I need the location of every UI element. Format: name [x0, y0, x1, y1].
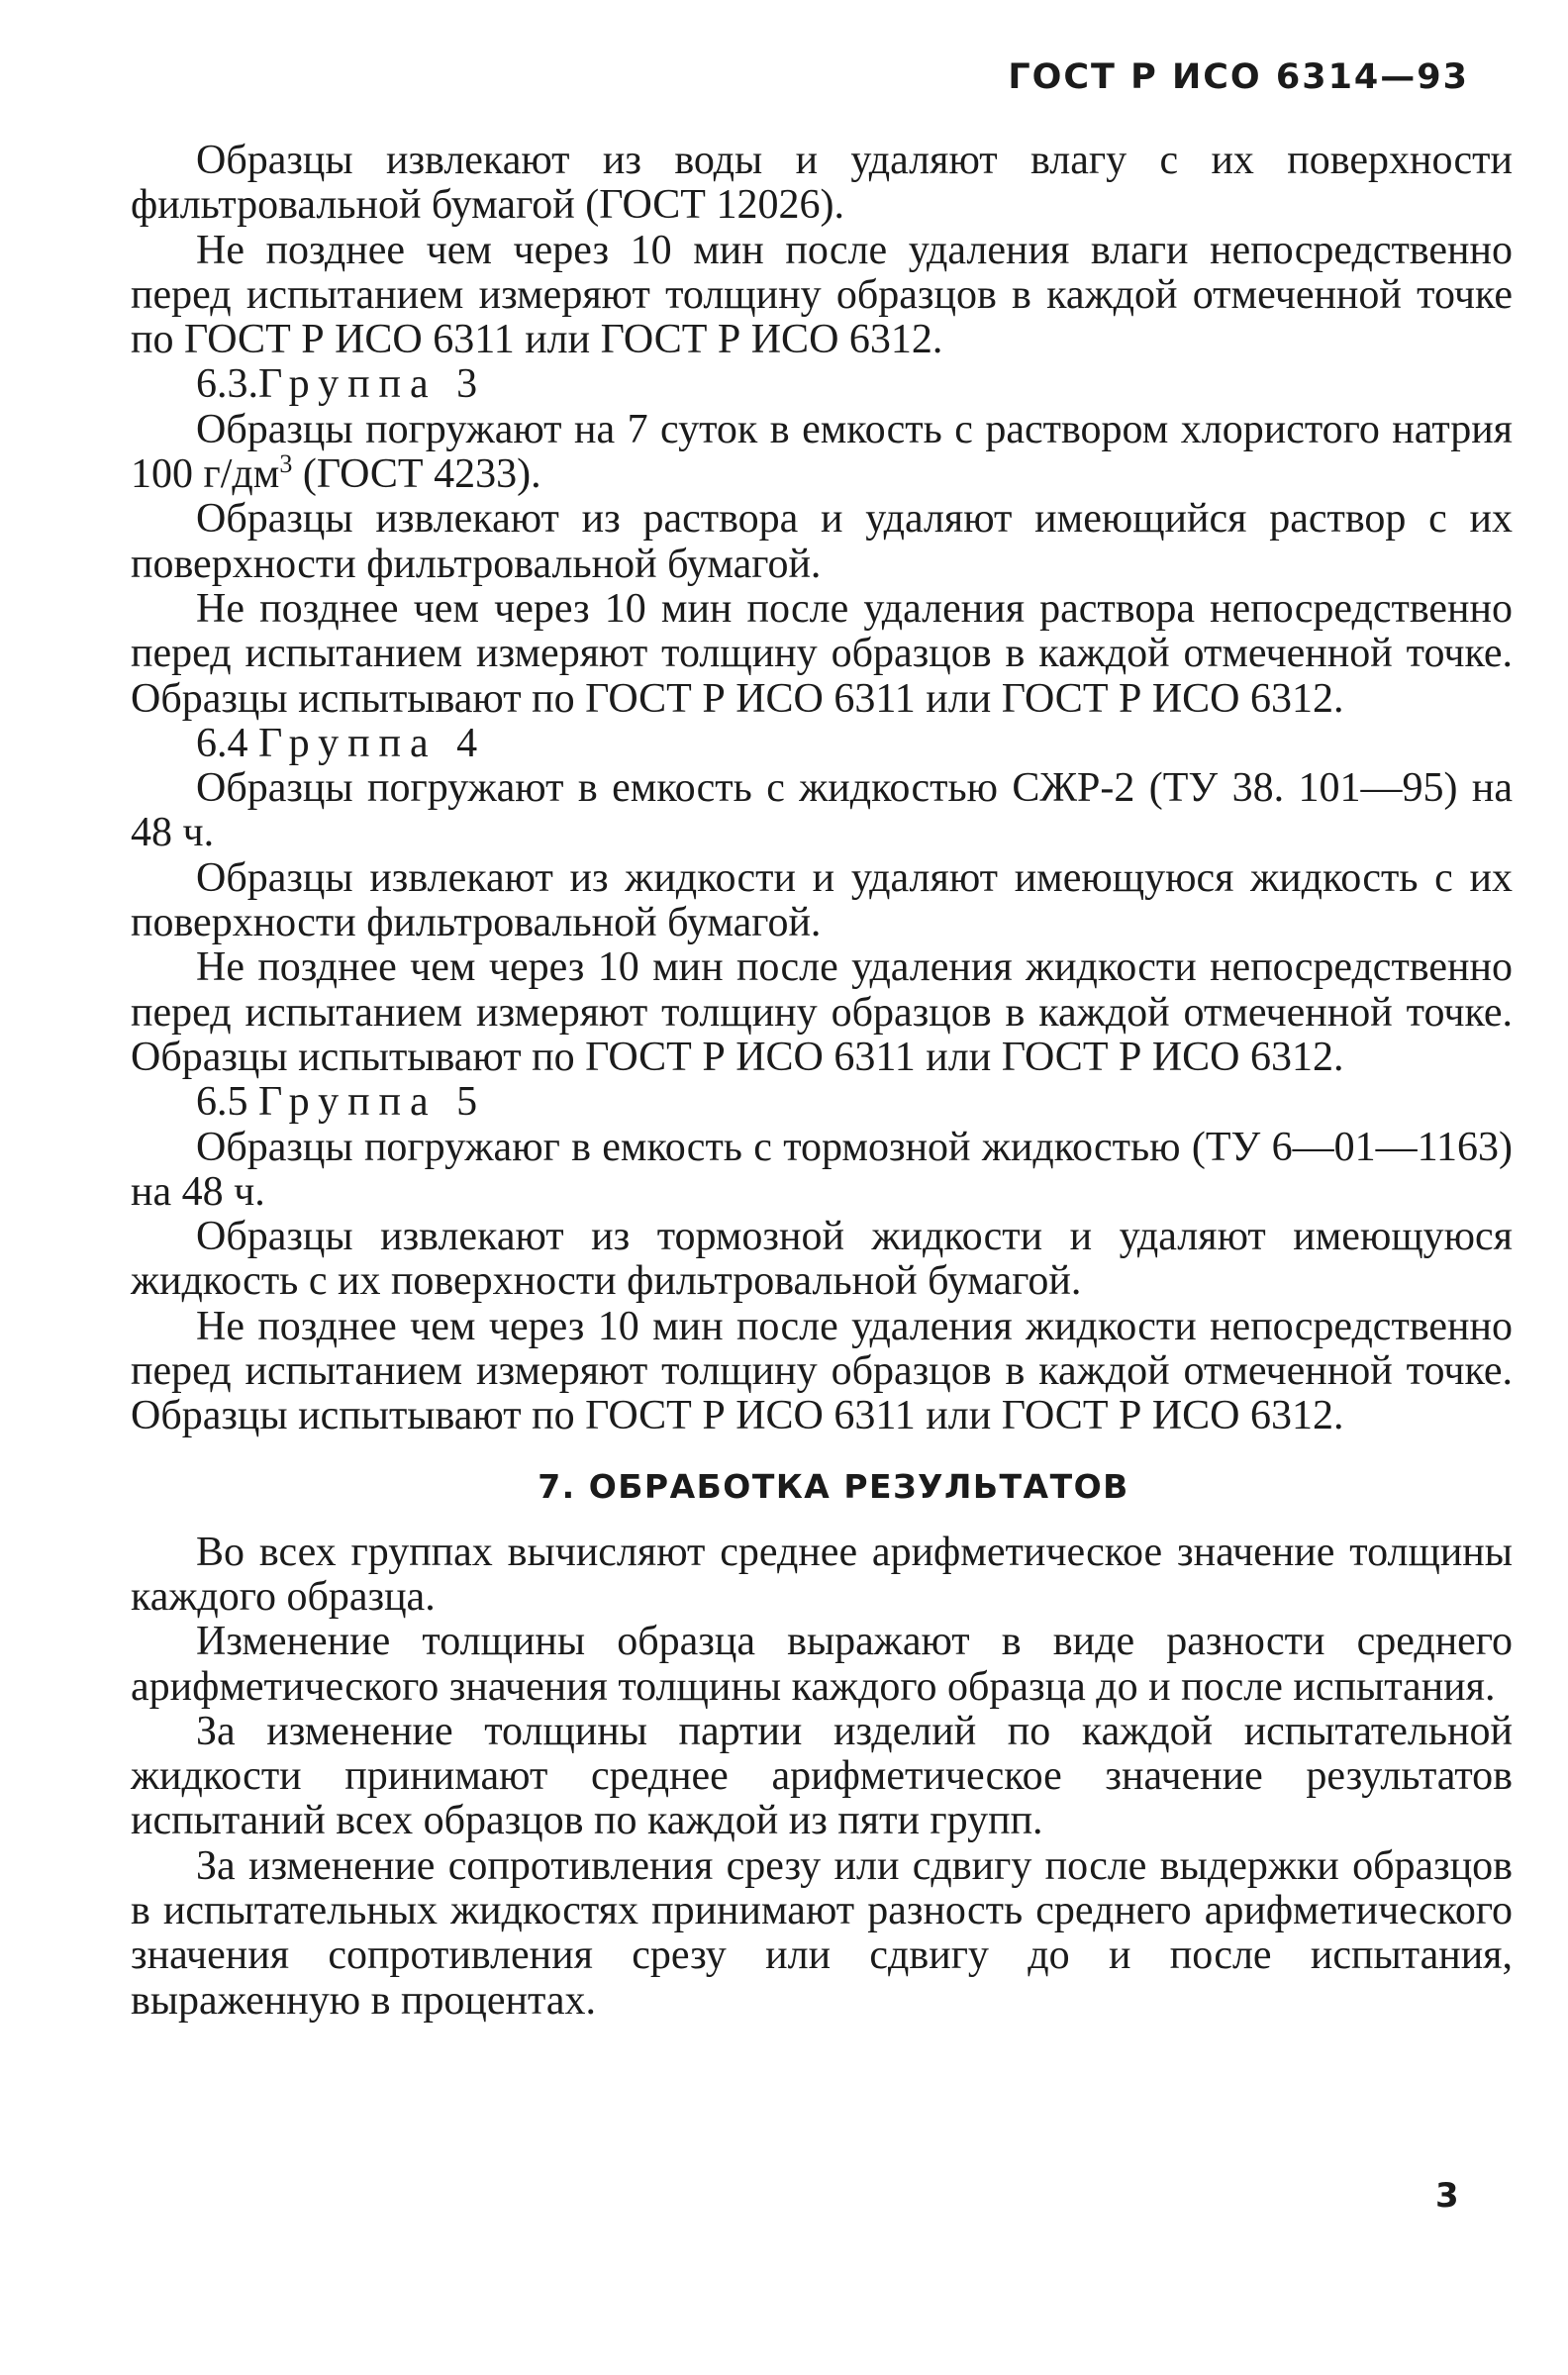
paragraph: Изменение толщины образца выражают в виде разности среднего арифметического значения толщины каждого образца до и после испытания. — [131, 1619, 1513, 1710]
paragraph: Не позднее чем через 10 мин после удаления жидкости непосредственно перед испытанием измеряют толщину образцов в каждой отмеченной точке. Образцы испытывают по ГОСТ Р ИСО 6311 или ГОСТ Р ИСО 6312. — [131, 944, 1513, 1080]
paragraph-text: Образцы погружают на 7 суток в емкость с раствором хлористого натрия 100 г/дм — [131, 406, 1513, 498]
document-body — [131, 139, 1513, 2024]
paragraph: Во всех группах вычисляют среднее арифметическое значение толщины каждого образца. — [131, 1529, 1513, 1620]
section-heading-group-5 — [131, 1080, 1513, 1125]
section-number: 6.3. — [196, 361, 258, 408]
paragraph: Не позднее чем через 10 мин после удаления влаги непосредственно перед испытанием измеряют толщину образцов в каждой отмеченной точке по ГОСТ Р ИСО 6311 или ГОСТ Р ИСО 6312. — [131, 227, 1513, 363]
paragraph: Образцы извлекают из воды и удаляют влагу с их поверхности фильтровальной бумагой (ГОСТ 12026). — [131, 138, 1513, 229]
section-7-title: 7. ОБРАБОТКА РЕЗУЛЬТАТОВ — [538, 1466, 1129, 1506]
section-title: Группа 5 — [258, 1079, 487, 1126]
section-title: Группа 4 — [258, 720, 487, 766]
section-heading-group-4 — [131, 722, 1513, 766]
paragraph: За изменение сопротивления срезу или сдвигу после выдержки образцов в испытательных жидкостях принимают разность среднего арифметического значения сопротивления срезу или сдвигу до и после испытания, выраженную в процентах. — [131, 1842, 1513, 2024]
paragraph-text: (ГОСТ 4233). — [292, 451, 541, 498]
paragraph: Образцы извлекают из жидкости и удаляют имеющуюся жидкость с их поверхности фильтровальной бумагой. — [131, 854, 1513, 946]
section-heading-group-3 — [131, 362, 1513, 407]
paragraph: Образцы погружают в емкость с жидкостью СЖР-2 (ТУ 38. 101—95) на 48 ч. — [131, 765, 1513, 856]
paragraph: За изменение толщины партии изделий по каждой испытательной жидкости принимают среднее арифметическое значение результатов испытаний всех образцов по каждой из пяти групп. — [131, 1708, 1513, 1844]
paragraph: Не позднее чем через 10 мин после удаления раствора непосредственно перед испытанием измеряют толщину образцов в каждой отмеченной точке. Образцы испытывают по ГОСТ Р ИСО 6311 или ГОСТ Р ИСО 6312. — [131, 585, 1513, 722]
paragraph: Образцы извлекают из тормозной жидкости и удаляют имеющуюся жидкость с их поверхности фильтровальной бумагой. — [131, 1214, 1513, 1305]
paragraph: Образцы погружаюг в емкость с тормозной жидкостью (ТУ 6—01—1163) на 48 ч. — [131, 1124, 1513, 1215]
section-number: 6.4 — [196, 720, 258, 766]
section-number: 6.5 — [196, 1079, 258, 1126]
paragraph: Образцы извлекают из раствора и удаляют имеющийся раствор с их поверхности фильтровальной бумагой. — [131, 496, 1513, 587]
paragraph: Не позднее чем через 10 мин после удаления жидкости непосредственно перед испытанием измеряют толщину образцов в каждой отмеченной точке. Образцы испытывают по ГОСТ Р ИСО 6311 или ГОСТ Р ИСО 6312. — [131, 1303, 1513, 1439]
document-header: ГОСТ Р ИСО 6314—93 — [1008, 57, 1469, 97]
page-number: 3 — [1435, 2176, 1459, 2216]
paragraph — [131, 408, 1513, 498]
section-title: Группа 3 — [258, 361, 487, 408]
superscript: 3 — [279, 449, 293, 479]
